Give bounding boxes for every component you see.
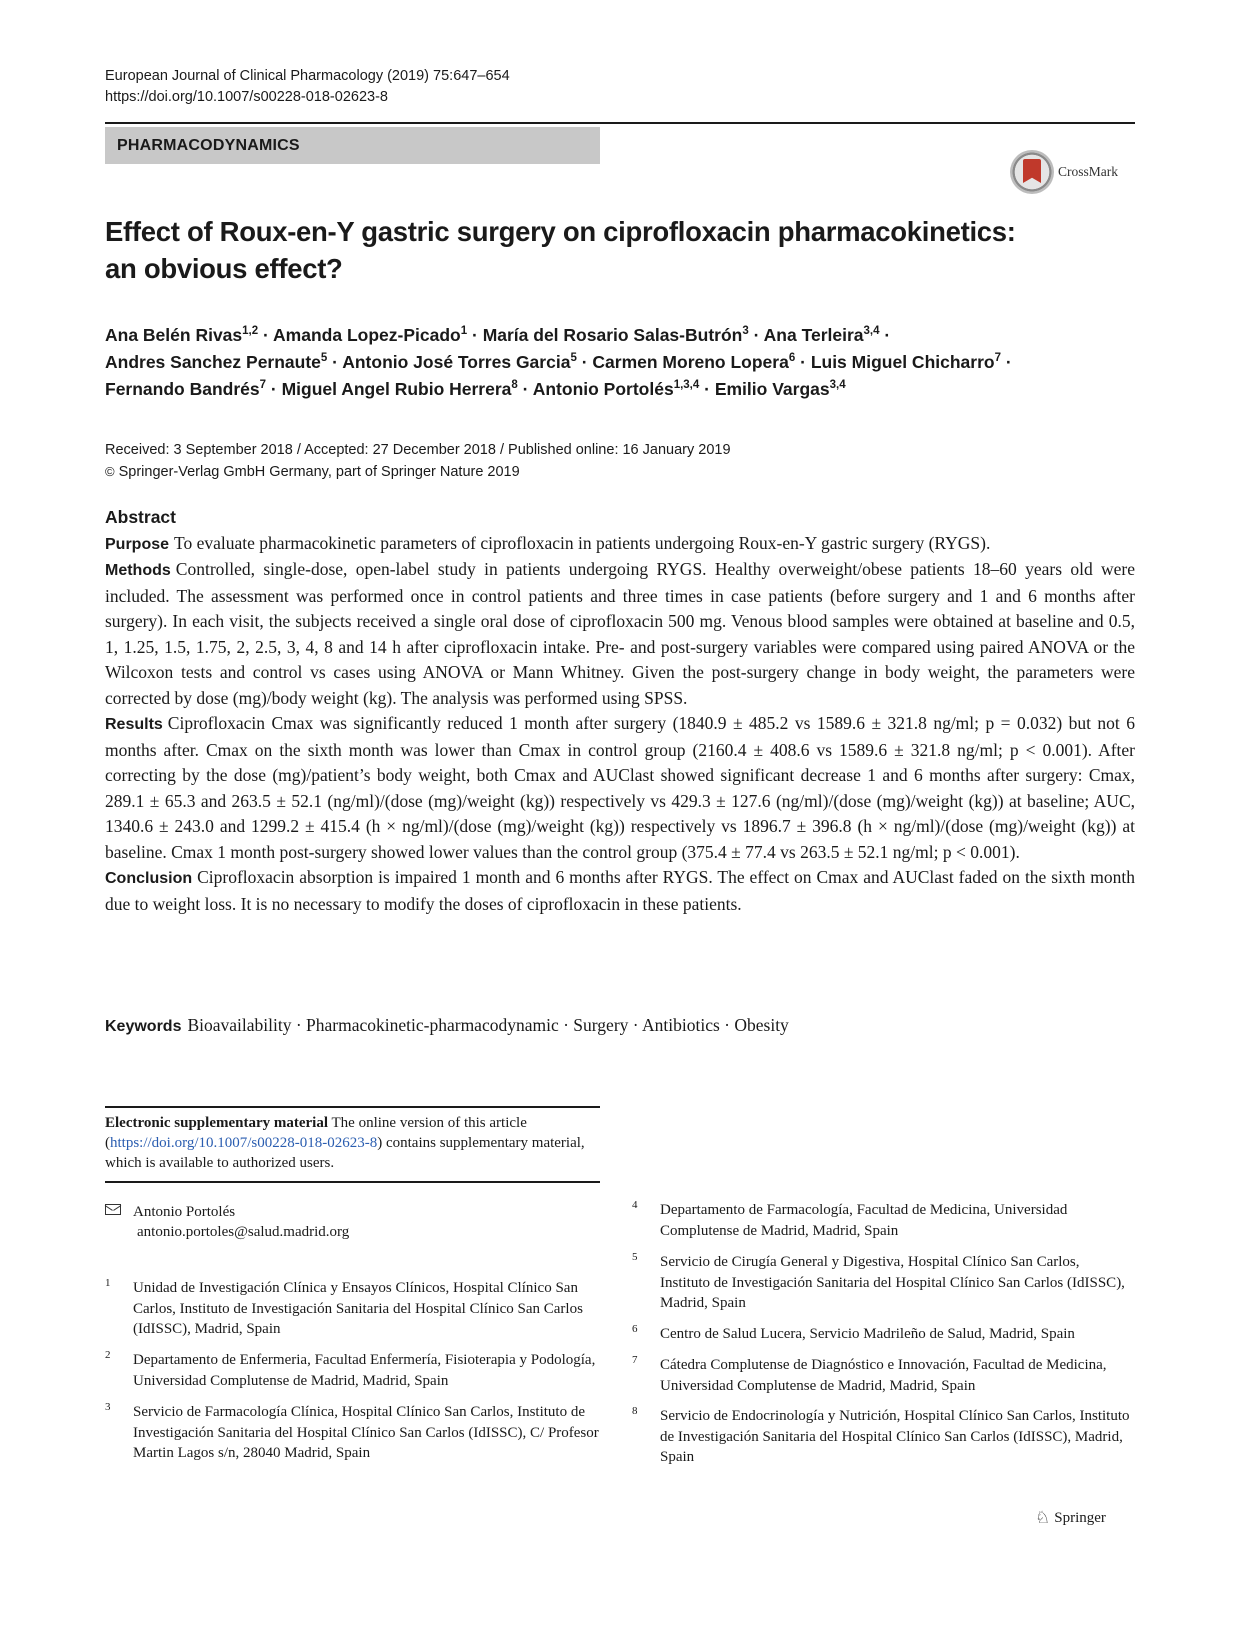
author: Emilio Vargas$^{3,4}$ [714, 379, 846, 399]
author: Amanda Lopez-Picado$^1$ [273, 325, 468, 345]
author: Antonio Portolés$^{1,3,4}$ [532, 379, 700, 399]
dates-line: Received: 3 September 2018 / Accepted: 27 December 2018 / Published online: 16 January 2019 [105, 442, 731, 458]
keywords-text: Bioavailability · Pharmacokinetic-pharmacodynamic · Surgery · Antibiotics · Obesity [187, 1015, 789, 1035]
copyright-line: © Springer-Verlag GmbH Germany, part of Springer Nature 2019 [105, 464, 520, 480]
envelope-icon [105, 1204, 121, 1215]
esm-rule-top [105, 1106, 600, 1108]
author-list: Ana Belén Rivas$^{1,2}$ · Amanda Lopez-Picado$^1$ · María del Rosario Salas-Butrón$^3$ · Ana Terleira$^{3,4}$ · Andres Sanchez Pernaute$^5$ · Antonio José Torres Garcia$^5$ · Carmen Moreno Lopera$^6$ · Luis Miguel Chicharro$^7$ · Fernando Bandrés$^7$ · Miguel Angel Rubio Herrera$^8$ · Antonio Portolés$^{1,3,4}$ · Emilio Vargas$^{3,4}$ [105, 325, 1012, 399]
affiliation-6: 6 Centro de Salud Lucera, Servicio Madrileño de Salud, Madrid, Spain [632, 1323, 1075, 1342]
author: Ana Terleira$^{3,4}$ [763, 325, 880, 345]
running-header [105, 66, 510, 108]
esm-label: Electronic supplementary material [105, 1115, 329, 1131]
publisher-logo [1035, 1508, 1106, 1528]
affiliation-4: 4 Departamento de Farmacología, Facultad de Medicina, Universidad Complutense de Madrid, Madrid, Spain [632, 1199, 1068, 1239]
author: Ana Belén Rivas$^{1,2}$ [105, 325, 259, 345]
author: Andres Sanchez Pernaute$^5$ [105, 352, 328, 372]
affiliation-7: 7 Cátedra Complutense de Diagnóstico e Innovación, Facultad de Medicina, Universidad Complutense de Madrid, Madrid, Spain [632, 1354, 1107, 1394]
author: Antonio José Torres Garcia$^5$ [342, 352, 577, 372]
abstract-heading: Abstract [105, 507, 176, 527]
author: Fernando Bandrés$^7$ [105, 379, 267, 399]
doi-link[interactable]: https://doi.org/10.1007/s00228-018-02623-8 [105, 89, 388, 105]
corresponding-author [105, 1202, 349, 1242]
title-line-1: Effect of Roux-en-Y gastric surgery on ciprofloxacin pharmacokinetics: [105, 216, 1016, 247]
corresponding-name: Antonio Portolés [133, 1204, 236, 1220]
abstract [105, 505, 1135, 917]
affiliation-3: 3 Servicio de Farmacología Clínica, Hospital Clínico San Carlos, Instituto de Investigación Sanitaria del Hospital Clínico San Carlos (IdISSC), C/ Profesor Martin Lagos s/n, 28040 Madrid, Spain [105, 1401, 599, 1461]
supplementary-note: Electronic supplementary material The online version of this article (https://doi.org/10.1007/s00228-018-02623-8) contains supplementary material, which is available to authorized users. [105, 1115, 585, 1171]
title-line-2: an obvious effect? [105, 253, 343, 284]
crossmark-label: CrossMark [1058, 164, 1118, 179]
abstract-methods: Methods Controlled, single-dose, open-label study in patients undergoing RYGS. Healthy overweight/obese patients 18–60 years old were included. The assessment was performed once in control patients and three times in case patients (before surgery and 1 and 6 months after surgery). In each visit, the subjects received a single oral dose of ciprofloxacin 500 mg. Venous blood samples were obtained at baseline and 0.5, 1, 1.25, 1.5, 1.75, 2, 2.5, 3, 4, 8 and 14 h after ciprofloxacin intake. Pre- and post-surgery variables were compared using paired ANOVA or the Wilcoxon tests and control vs cases using ANOVA or Mann Whitney. Given the post-surgery change in body weight, the parameters were corrected by dose (mg)/body weight (kg). The analysis was performed using SPSS. [105, 559, 1135, 708]
abstract-results: Results Ciprofloxacin Cmax was significantly reduced 1 month after surgery (1840.9 ± 485.2 vs 1589.6 ± 321.8 ng/ml; p = 0.032) but not 6 months after. Cmax on the sixth month was lower than Cmax in control group (2160.4 ± 408.6 vs 1589.6 ± 321.8 ng/ml; p < 0.001). After correcting by the dose (mg)/patient’s body weight, both Cmax and AUClast showed significant decrease 1 and 6 months after surgery: Cmax, 289.1 ± 65.3 and 263.5 ± 52.1 (ng/ml)/(dose (mg)/weight (kg)) respectively vs 429.3 ± 127.6 (ng/ml)/(dose (mg)/weight (kg)) at baseline; AUC, 1340.6 ± 243.0 and 1299.2 ± 415.4 (h × ng/ml)/(dose (mg)/weight (kg)) respectively vs 1896.7 ± 396.8 (h × ng/ml)/(dose (mg)/weight (kg)) at baseline. Cmax 1 month post-surgery showed lower values than the control group (375.4 ± 77.4 vs 263.5 ± 52.1 ng/ml; p < 0.001). [105, 713, 1135, 862]
keywords-label: Keywords [105, 1018, 182, 1035]
abstract-purpose: Purpose To evaluate pharmacokinetic parameters of ciprofloxacin in patients undergoing Roux-en-Y gastric surgery (RYGS). [105, 532, 991, 553]
corresponding-email[interactable]: antonio.portoles@salud.madrid.org [137, 1224, 350, 1240]
crossmark-badge[interactable] [1010, 150, 1118, 194]
abstract-conclusion: Conclusion Ciprofloxacin absorption is impaired 1 month and 6 months after RYGS. The effect on Cmax and AUClast faded on the sixth month due to weight loss. It is no necessary to modify the doses of ciprofloxacin in these patients. [105, 867, 1135, 914]
copyright-symbol: © [105, 464, 115, 479]
publication-dates [105, 440, 731, 483]
author: Miguel Angel Rubio Herrera$^8$ [281, 379, 518, 399]
crossmark-icon [1010, 150, 1054, 194]
affiliation-1: 1 Unidad de Investigación Clínica y Ensayos Clínicos, Hospital Clínico San Carlos, Instituto de Investigación Sanitaria del Hospital Clínico San Carlos (IdISSC), Madrid, Spain [105, 1277, 583, 1337]
affiliation-2: 2 Departamento de Enfermeria, Facultad Enfermería, Fisioterapia y Podología, Universidad Complutense de Madrid, Madrid, Spain [105, 1349, 596, 1389]
esm-link[interactable]: https://doi.org/10.1007/s00228-018-02623-8 [110, 1135, 378, 1151]
journal-citation: European Journal of Clinical Pharmacology (2019) 75:647–654 [105, 68, 510, 84]
publisher-name: Springer [1054, 1509, 1106, 1526]
section-label: PHARMACODYNAMICS [105, 127, 600, 164]
springer-horse-icon: ♘ [1035, 1508, 1051, 1527]
header-rule [105, 122, 1135, 124]
author: Carmen Moreno Lopera$^6$ [592, 352, 796, 372]
affiliation-5: 5 Servicio de Cirugía General y Digestiva, Hospital Clínico San Carlos, Instituto de Investigación Sanitaria del Hospital Clínico San Carlos (IdISSC), Madrid, Spain [632, 1251, 1125, 1311]
author: Luis Miguel Chicharro$^7$ [810, 352, 1001, 372]
affiliation-8: 8 Servicio de Endocrinología y Nutrición, Hospital Clínico San Carlos, Instituto de Investigación Sanitaria del Hospital Clínico San Carlos (IdISSC), Madrid, Spain [632, 1405, 1130, 1465]
author: María del Rosario Salas-Butrón$^3$ [482, 325, 749, 345]
esm-rule-bottom [105, 1181, 600, 1183]
article-title [105, 213, 1105, 287]
keywords [105, 1013, 789, 1039]
